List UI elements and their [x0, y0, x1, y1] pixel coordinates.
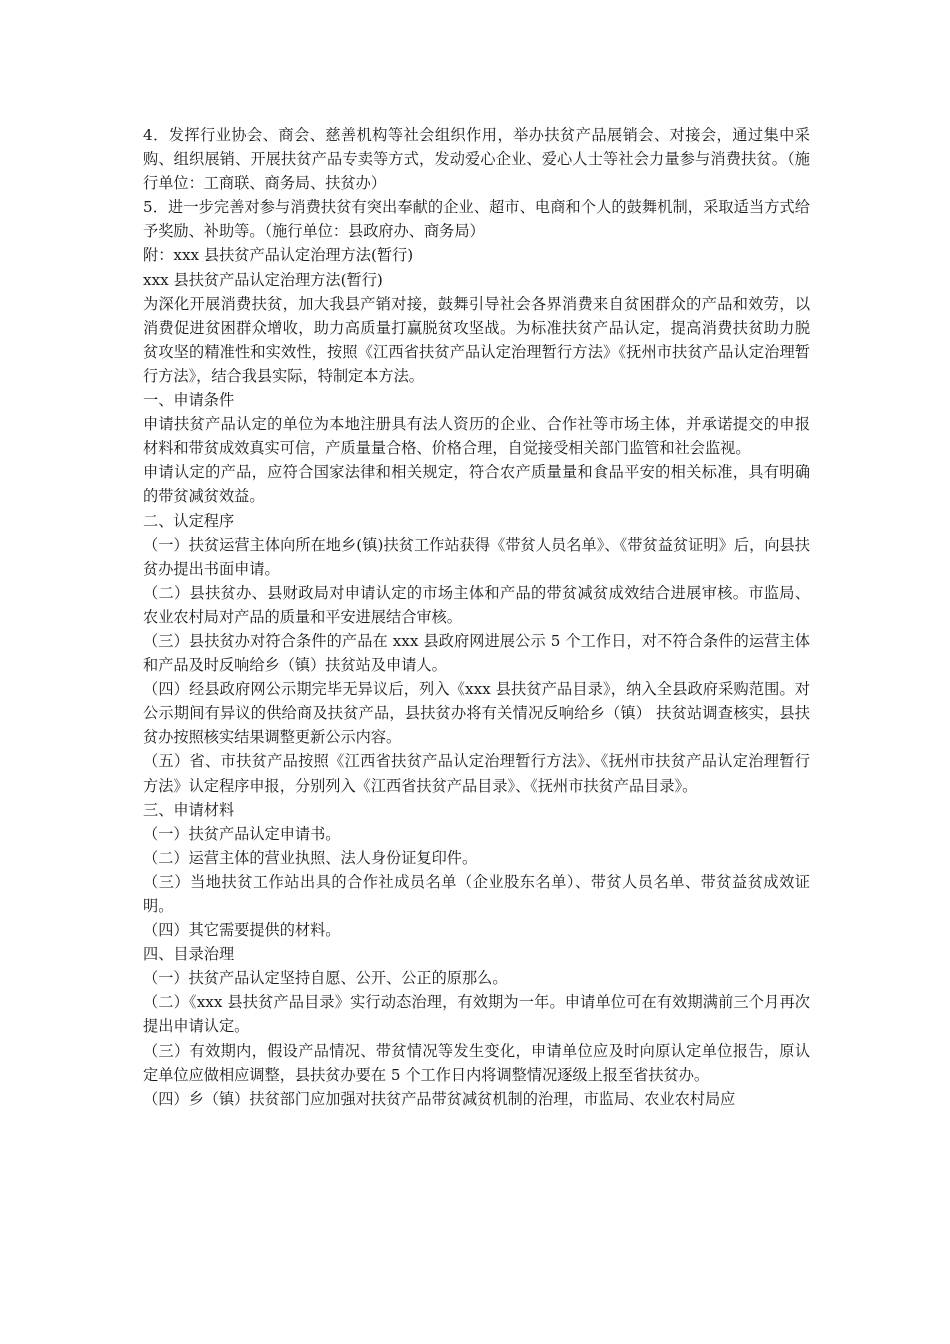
section-heading-4: 四、目录治理: [143, 945, 235, 964]
paragraph-conditions-2: 申请认定的产品，应符合国家法律和相关规定，符合农产质量量和食品平安的相关标准，具有明确的带贫减贫效益。: [143, 463, 810, 506]
section-heading-3: 三、申请材料: [143, 800, 235, 819]
section-heading-2: 二、认定程序: [143, 511, 235, 530]
materials-item-3: （三）当地扶贫工作站出具的合作社成员名单（企业股东名单）、带贫人员名单、带贫益贫成效证明。: [143, 872, 810, 915]
attachment-line: 附：xxx 县扶贫产品认定治理方法(暂行): [143, 246, 414, 265]
catalog-item-4: （四）乡（镇）扶贫部门应加强对扶贫产品带贫减贫机制的治理，市监局、农业农村局应: [143, 1089, 736, 1108]
paragraph-conditions-1: 申请扶贫产品认定的单位为本地注册具有法人资历的企业、合作社等市场主体，并承诺提交的申报材料和带贫成效真实可信，产质量量合格、价格合理，自觉接受相关部门监管和社会监视。: [143, 415, 810, 458]
section-heading-1: 一、申请条件: [143, 391, 235, 410]
procedure-item-4: （四）经县政府网公示期完毕无异议后，列入《xxx 县扶贫产品目录》，纳入全县政府采购范围。对公示期间有异议的供给商及扶贫产品，县扶贫办将有关情况反响给乡（镇） 扶贫站调查核实，县扶贫办按照核实结果调整更新公示内容。: [143, 680, 810, 747]
procedure-item-2: （二）县扶贫办、县财政局对申请认定的市场主体和产品的带贫减贫成效结合进展审核。市监局、农业农村局对产品的质量和平安进展结合审核。: [143, 583, 810, 626]
catalog-item-1: （一）扶贫产品认定坚持自愿、公开、公正的原那么。: [143, 969, 508, 988]
procedure-item-5: （五）省、市扶贫产品按照《江西省扶贫产品认定治理暂行方法》、《抚州市扶贫产品认定治理暂行方法》认定程序申报，分别列入《江西省扶贫产品目录》、《抚州市扶贫产品目录》。: [143, 752, 810, 795]
paragraph-measure-5: 5．进一步完善对参与消费扶贫有突出奉献的企业、超市、电商和个人的鼓舞机制，采取适当方式给予奖励、补助等。（施行单位：县政府办、商务局）: [143, 198, 810, 241]
paragraph-intro: 为深化开展消费扶贫，加大我县产销对接，鼓舞引导社会各界消费来自贫困群众的产品和效劳，以消费促进贫困群众增收，助力高质量打赢脱贫攻坚战。为标准扶贫产品认定，提高消费扶贫助力脱贫攻坚的精准性和实效性，按照《江西省扶贫产品认定治理暂行方法》《抚州市扶贫产品认定治理暂行方法》，结合我县实际，特制定本方法。: [143, 294, 810, 385]
paragraph-measure-4: 4．发挥行业协会、商会、慈善机构等社会组织作用，举办扶贫产品展销会、对接会，通过集中采购、组织展销、开展扶贫产品专卖等方式，发动爱心企业、爱心人士等社会力量参与消费扶贫。（施行单位：工商联、商务局、扶贫办）: [143, 126, 810, 193]
materials-item-2: （二）运营主体的营业执照、法人身份证复印件。: [143, 848, 478, 867]
materials-item-4: （四）其它需要提供的材料。: [143, 921, 341, 940]
procedure-item-1: （一）扶贫运营主体向所在地乡(镇)扶贫工作站获得《带贫人员名单》、《带贫益贫证明》后，向县扶贫办提出书面申请。: [143, 535, 810, 578]
procedure-item-3: （三）县扶贫办对符合条件的产品在 xxx 县政府网进展公示 5 个工作日，对不符合条件的运营主体和产品及时反响给乡（镇）扶贫站及申请人。: [143, 631, 810, 675]
catalog-item-3: （三）有效期内，假设产品情况、带贫情况等发生变化，申请单位应及时向原认定单位报告，原认定单位应做相应调整，县扶贫办要在 5 个工作日内将调整情况逐级上报至省扶贫办。: [143, 1041, 810, 1084]
document-title: xxx 县扶贫产品认定治理方法(暂行): [143, 270, 383, 289]
document-body: [143, 123, 810, 1111]
catalog-item-2: （二）《xxx 县扶贫产品目录》实行动态治理，有效期为一年。申请单位可在有效期满前三个月再次提出申请认定。: [143, 993, 810, 1036]
materials-item-1: （一）扶贫产品认定申请书。: [143, 824, 341, 843]
